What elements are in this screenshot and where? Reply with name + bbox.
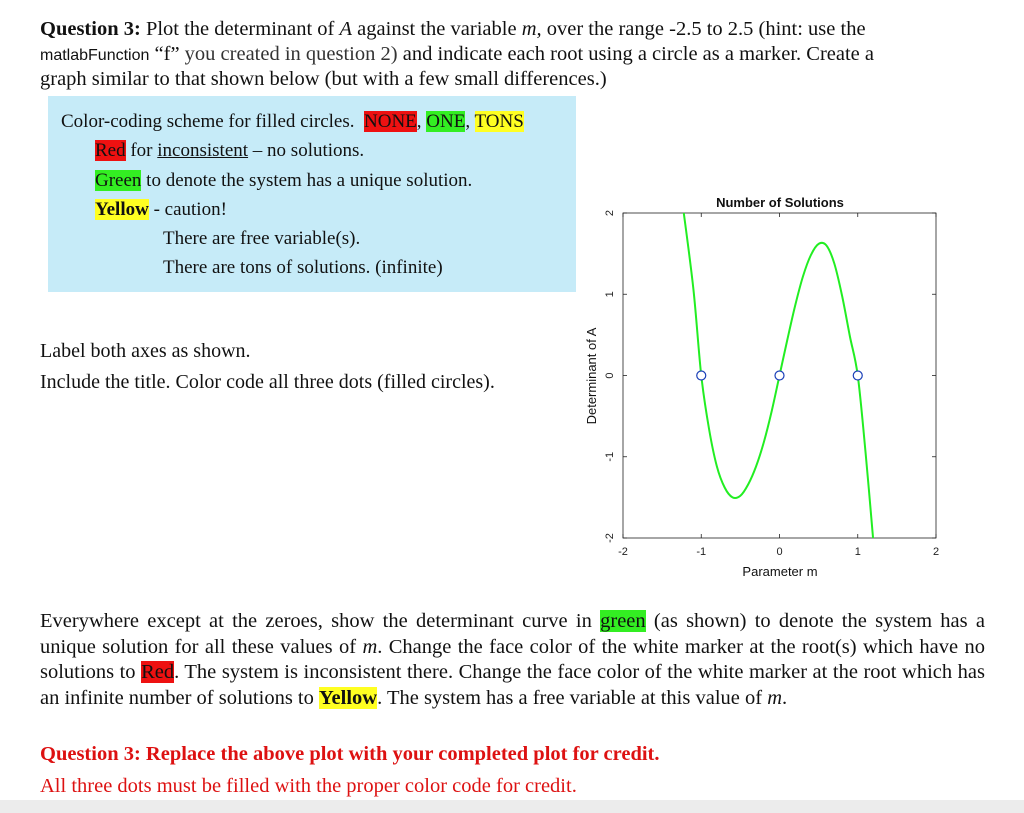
- x-tick-label: -1: [696, 546, 707, 558]
- question-label: Question 3:: [40, 18, 141, 40]
- description-paragraph: Everywhere except at the zeroes, show the determinant curve in green (as shown) to denote the system has a unique solution for all these values of m. Change the face color of the white marker at the root(s) which have no solutions to Red. The system is inconsistent there. Change the face color of the white marker at the root which has an infinite number of solutions to Yellow. The system has a free variable at this value of m.: [40, 610, 985, 709]
- x-tick-label: 0: [776, 546, 783, 558]
- red-highlight: Red: [141, 661, 175, 683]
- plot-title: Number of Solutions: [716, 195, 844, 210]
- y-tick-label: 2: [604, 209, 616, 217]
- green-highlight: green: [600, 610, 646, 632]
- question-line-1: Question 3: Plot the determinant of A against the variable m, over the range -2.5 to 2.5 (hint: use the: [40, 18, 866, 40]
- y-axis-label: Determinant of A: [584, 327, 599, 425]
- root-markers: [697, 371, 863, 380]
- yellow-legend-line: Yellow - caution!: [95, 199, 227, 220]
- color-scheme-box: [48, 96, 576, 292]
- tons-solutions-line: There are tons of solutions. (infinite): [163, 257, 443, 278]
- yellow-highlight: Yellow: [319, 686, 378, 709]
- x-tick-label: -2: [618, 546, 628, 558]
- x-axis-label: Parameter m: [742, 564, 818, 579]
- red-legend-line: Red for inconsistent – no solutions.: [95, 140, 365, 161]
- green-legend-line: Green to denote the system has a unique solution.: [95, 170, 473, 191]
- root-marker: [775, 371, 784, 380]
- question-line-3: graph similar to that shown below (but with a few small differences.): [40, 68, 607, 90]
- y-tick-label: 1: [604, 291, 616, 298]
- credit-note: All three dots must be filled with the proper color code for credit.: [40, 775, 577, 797]
- free-variable-line: There are free variable(s).: [163, 228, 361, 249]
- y-tick-label: 0: [604, 372, 616, 379]
- tag-tons: TONS: [474, 111, 524, 132]
- color-scheme-title: Color-coding scheme for filled circles. NONE, ONE, TONS: [61, 111, 524, 132]
- x-tick-label: 2: [932, 546, 940, 558]
- tag-one: ONE: [426, 111, 466, 132]
- root-marker: [853, 371, 862, 380]
- credit-heading: Question 3: Replace the above plot with your completed plot for credit.: [40, 743, 660, 765]
- bottom-scroll-bar: [0, 800, 1024, 813]
- root-marker: [697, 371, 706, 380]
- x-tick-label: 1: [854, 546, 861, 558]
- tag-none: NONE: [364, 111, 417, 132]
- determinant-plot: [576, 188, 966, 588]
- matlab-function-text: matlabFunction: [40, 47, 150, 64]
- instruction-title: Include the title. Color code all three dots (filled circles).: [40, 371, 495, 393]
- axis-ticks: [604, 210, 939, 558]
- question-line-2: matlabFunction “f” you created in question 2) and indicate each root using a circle as a marker. Create a: [40, 43, 874, 65]
- y-tick-label: -2: [604, 533, 616, 543]
- instruction-axes: Label both axes as shown.: [40, 340, 251, 362]
- y-tick-label: -1: [604, 451, 616, 462]
